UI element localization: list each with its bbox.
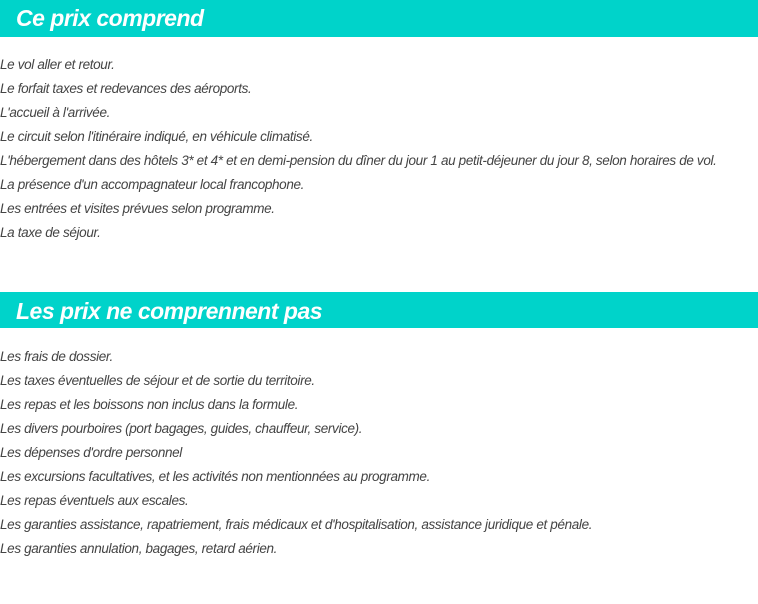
excluded-list — [0, 345, 758, 561]
list-item: Le vol aller et retour. — [0, 57, 115, 72]
list-item: Les divers pourboires (port bagages, guides, chauffeur, service). — [0, 421, 363, 436]
list-item: Les entrées et visites prévues selon programme. — [0, 201, 275, 216]
list-item: L'accueil à l'arrivée. — [0, 105, 111, 120]
list-item: Le circuit selon l'itinéraire indiqué, en véhicule climatisé. — [0, 129, 313, 144]
included-list — [0, 53, 758, 245]
list-item: Le forfait taxes et redevances des aéroports. — [0, 81, 252, 96]
list-item: Les frais de dossier. — [0, 349, 113, 364]
list-item: Les repas éventuels aux escales. — [0, 493, 189, 508]
included-heading: Ce prix comprend — [0, 0, 758, 37]
list-item: Les taxes éventuelles de séjour et de sortie du territoire. — [0, 373, 315, 388]
list-item: Les garanties assistance, rapatriement, frais médicaux et d'hospitalisation, assistance juridique et pénale. — [0, 517, 593, 532]
list-item: La présence d'un accompagnateur local francophone. — [0, 177, 305, 192]
list-item: Les excursions facultatives, et les activités non mentionnées au programme. — [0, 469, 430, 484]
list-item: La taxe de séjour. — [0, 225, 101, 240]
list-item: L'hébergement dans des hôtels 3* et 4* et en demi-pension du dîner du jour 1 au petit-déjeuner du jour 8, selon horaires de vol. — [0, 153, 717, 168]
list-item: Les garanties annulation, bagages, retard aérien. — [0, 541, 278, 556]
list-item: Les dépenses d'ordre personnel — [0, 445, 182, 460]
list-item: Les repas et les boissons non inclus dans la formule. — [0, 397, 299, 412]
excluded-heading: Les prix ne comprennent pas — [0, 292, 758, 328]
